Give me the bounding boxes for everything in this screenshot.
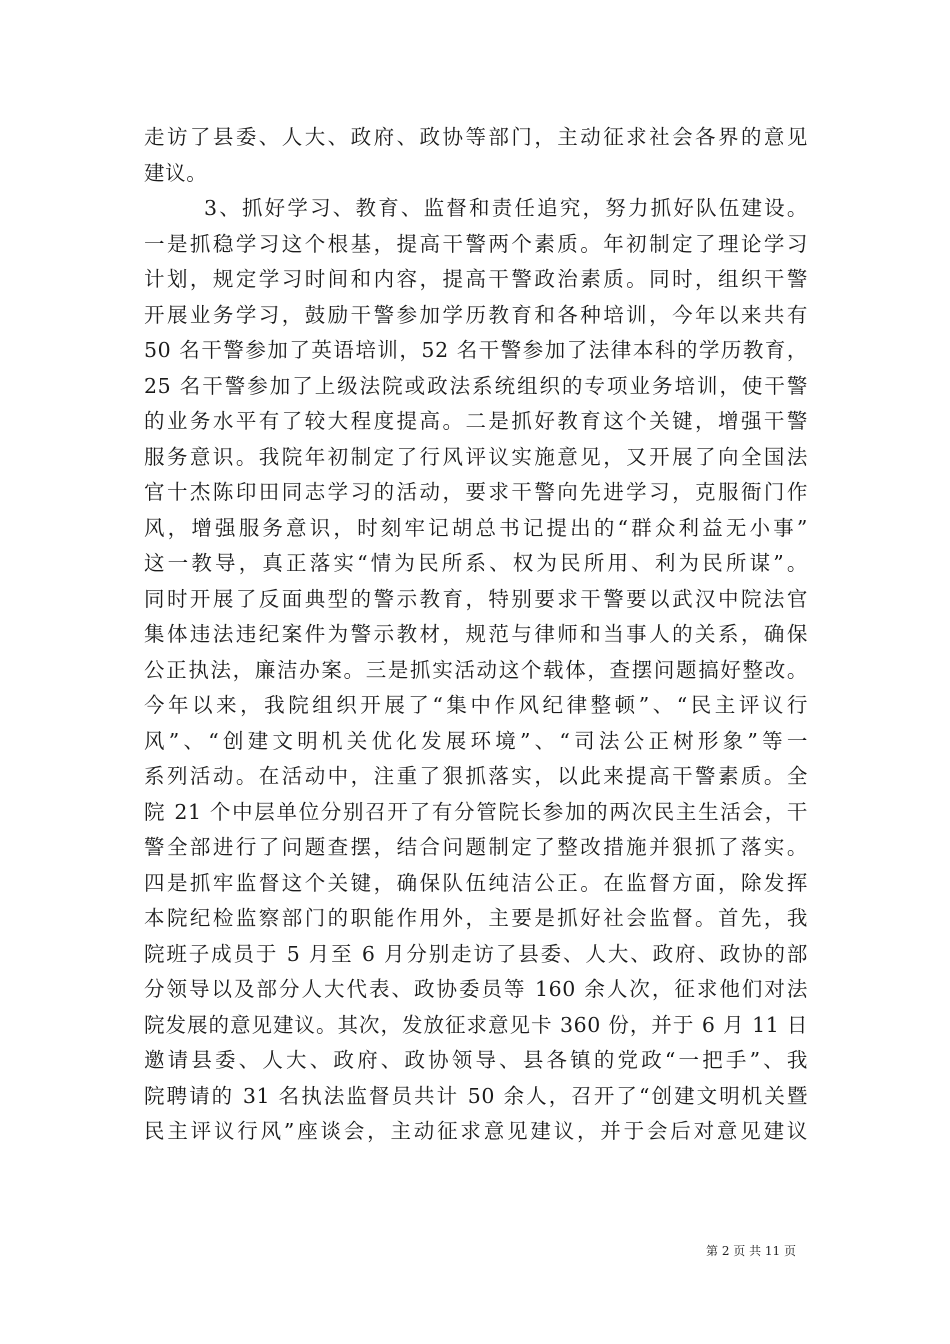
text-line: 25 名干警参加了上级法院或政法系统组织的专项业务培训，使干警 [144, 373, 808, 398]
text-line: 风”、“创建文明机关优化发展环境”、“司法公正树形象”等一 [144, 728, 808, 753]
text-line: 同时开展了反面典型的警示教育，特别要求干警要以武汉中院法官 [144, 586, 808, 611]
text-line: 服务意识。我院年初制定了行风评议实施意见，又开展了向全国法 [144, 444, 808, 469]
text-line: 警全部进行了问题查摆，结合问题制定了整改措施并狠抓了落实。 [144, 835, 808, 859]
text-line: 公正执法，廉洁办案。三是抓实活动这个载体，查摆问题搞好整改。 [144, 657, 808, 682]
text-line: 走访了县委、人大、政府、政协等部门，主动征求社会各界的意见 [144, 125, 808, 149]
text-line: 邀请县委、人大、政府、政协领导、县各镇的党政“一把手”、我 [144, 1048, 808, 1072]
text-line: 民主评议行风”座谈会，主动征求意见建议，并于会后对意见建议 [144, 1119, 808, 1143]
text-line: 开展业务学习，鼓励干警参加学历教育和各种培训，今年以来共有 [144, 302, 808, 327]
text-line: 分领导以及部分人大代表、政协委员等 160 余人次，征求他们对法 [144, 977, 808, 1001]
text-line: 50 名干警参加了英语培训，52 名干警参加了法律本科的学历教育， [144, 338, 808, 362]
text-line: 风，增强服务意识，时刻牢记胡总书记提出的“群众利益无小事” [144, 515, 808, 540]
text-line: 本院纪检监察部门的职能作用外，主要是抓好社会监督。首先，我 [144, 906, 808, 930]
text-line: 集体违法违纪案件为警示教材，规范与律师和当事人的关系，确保 [144, 622, 808, 646]
text-line: 院发展的意见建议。其次，发放征求意见卡 360 份，并于 6 月 11 日 [144, 1012, 808, 1037]
text-line: 院班子成员于 5 月至 6 月分别走访了县委、人大、政府、政协的部 [144, 941, 808, 966]
text-line: 院聘请的 31 名执法监督员共计 50 余人，召开了“创建文明机关暨 [144, 1083, 808, 1108]
page-number-footer: 第 2 页 共 11 页 [706, 1244, 796, 1258]
text-line: 一是抓稳学习这个根基，提高干警两个素质。年初制定了理论学习 [144, 231, 808, 256]
text-line: 的业务水平有了较大程度提高。二是抓好教育这个关键，增强干警 [144, 409, 808, 433]
text-line: 官十杰陈印田同志学习的活动，要求干警向先进学习，克服衙门作 [144, 480, 808, 504]
text-line: 建议。 [144, 160, 208, 185]
text-line: 系列活动。在活动中，注重了狠抓落实，以此来提高干警素质。全 [144, 764, 808, 788]
text-line: 这一教导，真正落实“情为民所系、权为民所用、利为民所谋”。 [144, 551, 808, 575]
text-line: 3、抓好学习、教育、监督和责任追究，努力抓好队伍建设。 [204, 196, 808, 220]
text-line: 今年以来，我院组织开展了“集中作风纪律整顿”、“民主评议行 [144, 693, 808, 717]
text-line: 计划，规定学习时间和内容，提高干警政治素质。同时，组织干警 [144, 267, 808, 291]
body-text [144, 120, 808, 1150]
text-line: 院 21 个中层单位分别召开了有分管院长参加的两次民主生活会，干 [144, 799, 808, 824]
text-line: 四是抓牢监督这个关键，确保队伍纯洁公正。在监督方面，除发挥 [144, 870, 808, 895]
